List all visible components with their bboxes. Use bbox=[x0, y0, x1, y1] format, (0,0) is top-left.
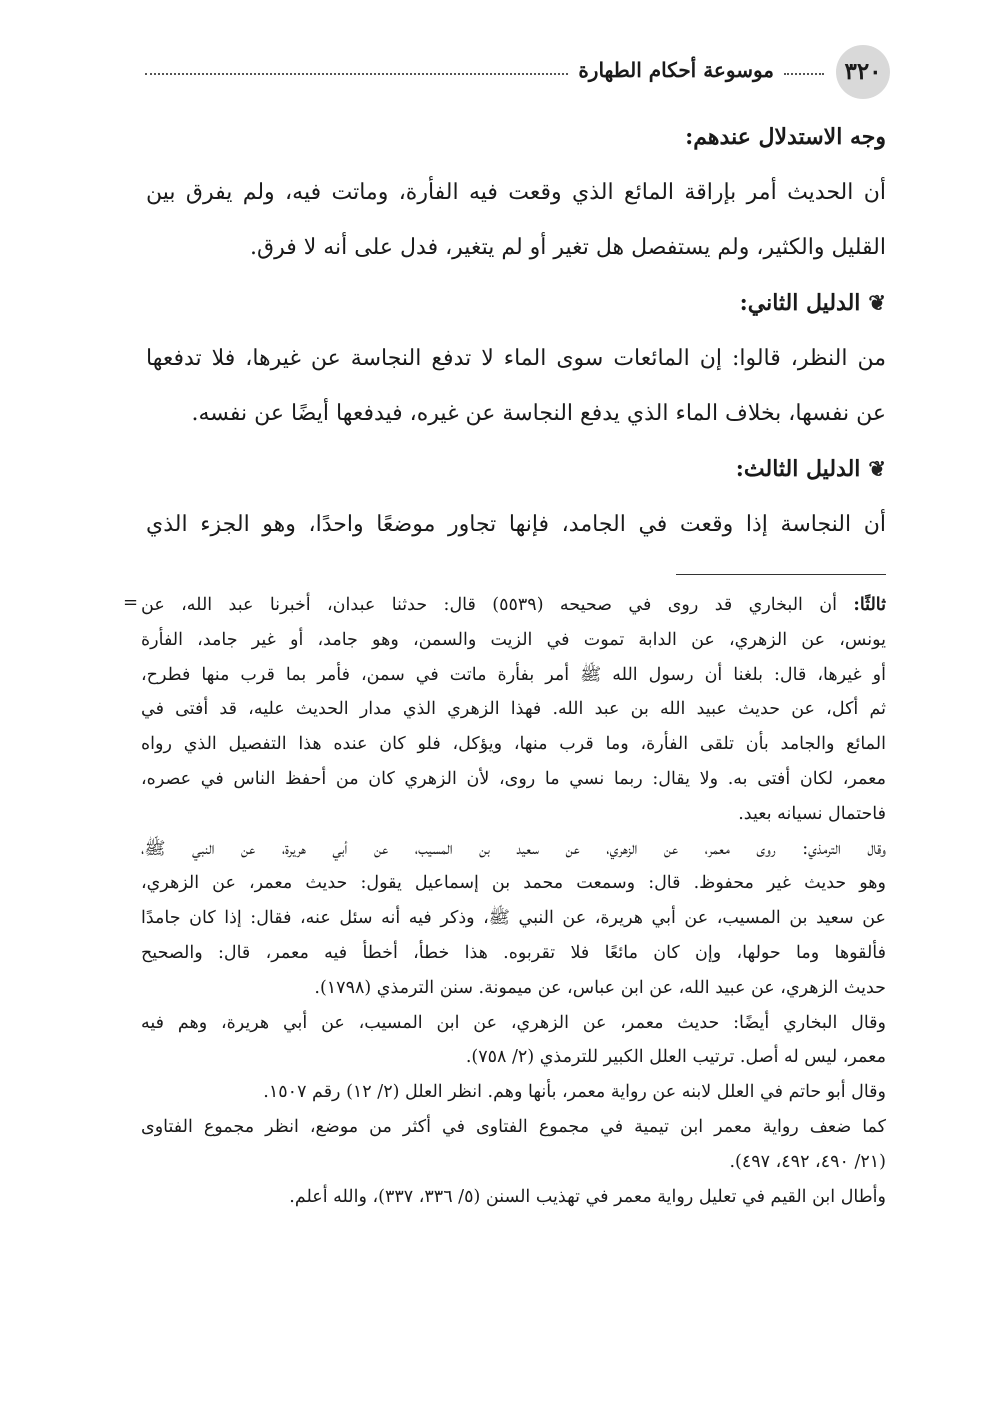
paragraph-line: من النظر، قالوا: إن المائعات سوى الماء لا تدفع النجاسة عن غيرها، فلا تدفعها bbox=[146, 346, 886, 371]
paragraph-line: القليل والكثير، ولم يستفصل هل تغير أو لم يتغير، فدل على أنه لا فرق. bbox=[250, 235, 886, 260]
section-heading-third-evidence bbox=[146, 441, 886, 497]
footnote-separator bbox=[676, 574, 886, 575]
header-dots-right bbox=[784, 72, 824, 75]
footnote-line: أو غيرها، قال: بلغنا أن رسول الله ﷺ أمر بفأرة ماتت في سمن، فأمر بما قرب منها فطرح، bbox=[141, 664, 886, 685]
footnotes bbox=[123, 588, 886, 1214]
paragraph-line: أن الحديث أمر بإراقة المائع الذي وقعت فيه الفأرة، وماتت فيه، ولم يفرق بين bbox=[146, 180, 886, 205]
footnote-line: كما ضعف رواية معمر ابن تيمية في مجموع الفتاوى في أكثر من موضع، انظر مجموع الفتاوى bbox=[141, 1116, 886, 1137]
paragraph-line: عن نفسها، بخلاف الماء الذي يدفع النجاسة عن غيره، فيدفعها أيضًا عن نفسه. bbox=[191, 401, 886, 426]
section-heading-second-evidence bbox=[146, 275, 886, 331]
footnote-line: يونس، عن الزهري، عن الدابة تموت في الزيت والسمن، وهو جامد، أو غير جامد، الفأرة bbox=[141, 629, 886, 650]
footnote-line: ثم أكل، عن حديث عبيد الله بن عبد الله. فهذا الزهري الذي مدار الحديث عليه، قد أفتى في bbox=[141, 699, 886, 720]
footnote-line: وأطال ابن القيم في تعليل رواية معمر في تهذيب السنن (٥/ ٣٣٦، ٣٣٧)، والله أعلم. bbox=[289, 1186, 886, 1207]
header-dots-left bbox=[145, 72, 568, 75]
footnote-line: فألقوها وما حولها، وإن كان مائعًا فلا تقربوه. هذا خطأ، أخطأ فيه معمر، قال: والصحيح bbox=[141, 942, 886, 963]
footnote-line: فاحتمال نسيانه بعيد. bbox=[738, 803, 886, 824]
footnote-line: حديث الزهري، عن عبيد الله، عن ابن عباس، عن ميمونة. سنن الترمذي (١٧٩٨). bbox=[314, 977, 886, 998]
leaf-ornament-icon: ❦ bbox=[868, 456, 886, 481]
footnote-line: معمر، ليس له أصل. ترتيب العلل الكبير للترمذي (٢/ ٧٥٨). bbox=[465, 1047, 886, 1068]
footnote-line: (٢١/ ٤٩٠، ٤٩٢، ٤٩٧). bbox=[729, 1151, 886, 1172]
footnote-bold-lead: ثالثًا: bbox=[853, 595, 886, 615]
heading-label: الدليل الثالث: bbox=[735, 456, 861, 482]
page-number-badge: ٣٢٠ bbox=[836, 45, 890, 99]
footnote-line: عن سعيد بن المسيب، عن أبي هريرة، عن النبي ﷺ، وذكر فيه أنه سئل عنه، فقال: إذا كان جامدًا bbox=[141, 908, 886, 929]
heading-label: الدليل الثاني: bbox=[739, 290, 861, 316]
page-header bbox=[145, 45, 890, 101]
footnote-line: وقال الترمذي: روى معمر، عن الزهري، عن سعيد بن المسيب، عن أبي هريرة، عن النبي ﷺ، bbox=[141, 838, 886, 859]
footnote-line: وهو حديث غير محفوظ. قال: وسمعت محمد بن إسماعيل يقول: حديث معمر، عن الزهري، bbox=[141, 873, 886, 894]
header-rule bbox=[145, 58, 824, 82]
footnote-line: وقال البخاري أيضًا: حديث معمر، عن الزهري، عن ابن المسيب، عن أبي هريرة، وهم فيه bbox=[141, 1012, 886, 1033]
footnote-line: وقال أبو حاتم في العلل لابنه عن رواية معمر، بأنها وهم. انظر العلل (٢/ ١٢) رقم ١٥٠٧. bbox=[263, 1082, 886, 1103]
running-title: موسوعة أحكام الطهارة bbox=[578, 58, 774, 82]
main-text bbox=[146, 110, 886, 552]
footnote-line: المائع والجامد بأن تلقى الفأرة، وما قرب منها، ويؤكل، فلو كان عنده هذا التفصيل الذي رواه bbox=[141, 734, 886, 755]
paragraph-line: أن النجاسة إذا وقعت في الجامد، فإنها تجاور موضعًا واحدًا، وهو الجزء الذي bbox=[146, 512, 886, 537]
footnote-line: ثالثًا: أن البخاري قد روى في صحيحه (٥٥٣٩) قال: حدثنا عبدان، أخبرنا عبد الله، عن bbox=[141, 595, 886, 615]
footnote-line: معمر، لكان أفتى به. ولا يقال: ربما نسي ما روى، لأن الزهري كان من أحفظ الناس في عصره، bbox=[141, 768, 886, 789]
continuation-mark: = bbox=[123, 592, 139, 613]
leaf-ornament-icon: ❦ bbox=[868, 290, 886, 315]
inference-heading: وجه الاستدلال عندهم: bbox=[685, 124, 886, 150]
